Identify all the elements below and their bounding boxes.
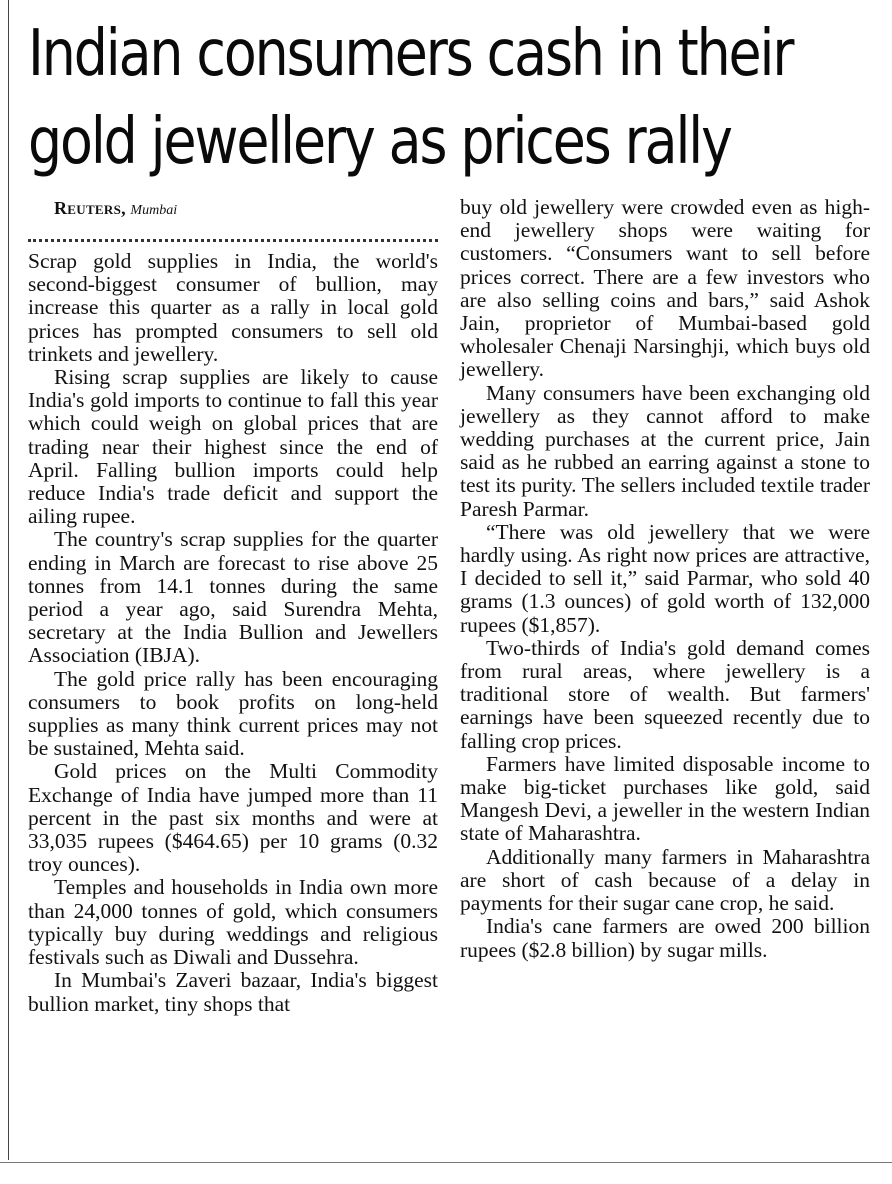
article-column-right (460, 196, 870, 962)
headline (28, 10, 793, 186)
paragraph-continued: buy old jewellery were crowded even as high-end jewellery shops were waiting for customers. “Consumers want to sell before prices correct. There are a few investors who are also selling coins and bars,” said Ashok Jain, proprietor of Mumbai-based gold wholesaler Chenaji Narsinghji, which buys old jewellery. (460, 195, 870, 382)
byline-location: Mumbai (130, 203, 178, 218)
bottom-border-rule (0, 1162, 892, 1163)
article-column-left (28, 196, 438, 1016)
byline (28, 196, 438, 223)
paragraph: The country's scrap supplies for the quarter ending in March are forecast to rise above 25 tonnes from 14.1 tonnes during the same period a year ago, said Surendra Mehta, secretary at the India Bullion and Jewellers Association (IBJA). (28, 527, 438, 668)
paragraph: Farmers have limited disposable income to make big-ticket purchases like gold, said Mangesh Devi, a jeweller in the western Indian state of Maharashtra. (460, 751, 870, 846)
paragraph: “There was old jewellery that we were hardly using. As right now prices are attractive, I decided to sell it,” said Parmar, who sold 40 grams (1.3 ounces) of gold worth of 132,000 rupees ($1,857). (460, 519, 870, 637)
paragraph: Many consumers have been exchanging old jewellery as they cannot afford to make wedding purchases at the current price, Jain said as he rubbed an earring against a stone to test its purity. The sellers included textile trader Paresh Parmar. (460, 380, 870, 521)
paragraph: Scrap gold supplies in India, the world's second-biggest consumer of bullion, may increase this quarter as a rally in local gold prices has prompted consumers to sell old trinkets and jewellery. (28, 249, 438, 366)
paragraph: The gold price rally has been encouraging consumers to book profits on long-held supplies as many think current prices may not be sustained, Mehta said. (28, 666, 438, 761)
headline-line-2: gold jewellery as prices rally (28, 105, 731, 179)
dotted-separator (28, 229, 438, 242)
left-border-rule (8, 0, 9, 1160)
paragraph: Two-thirds of India's gold demand comes from rural areas, where jewellery is a traditional store of wealth. But farmers' earnings have been squeezed recently due to falling crop prices. (460, 635, 870, 753)
paragraph: Rising scrap supplies are likely to cause India's gold imports to continue to fall this year which could weigh on global prices that are trading near their highest since the end of April. Falling bullion imports could help reduce India's trade deficit and support the ailing rupee. (28, 365, 438, 529)
paragraph: In Mumbai's Zaveri bazaar, India's biggest bullion market, tiny shops that (28, 968, 438, 1016)
paragraph: India's cane farmers are owed 200 billion rupees ($2.8 billion) by sugar mills. (460, 914, 870, 962)
headline-line-1: Indian consumers cash in their (28, 17, 793, 91)
paragraph: Temples and households in India own more than 24,000 tonnes of gold, which consumers typically buy during weddings and religious festivals such as Diwali and Dussehra. (28, 875, 438, 970)
paragraph: Additionally many farmers in Maharashtra are short of cash because of a delay in payments for their sugar cane crop, he said. (460, 844, 870, 916)
paragraph: Gold prices on the Multi Commodity Exchange of India have jumped more than 11 percent in the past six months and were at 33,035 rupees ($464.65) per 10 grams (0.32 troy ounces). (28, 759, 438, 877)
byline-agency: Reuters, (54, 198, 126, 218)
